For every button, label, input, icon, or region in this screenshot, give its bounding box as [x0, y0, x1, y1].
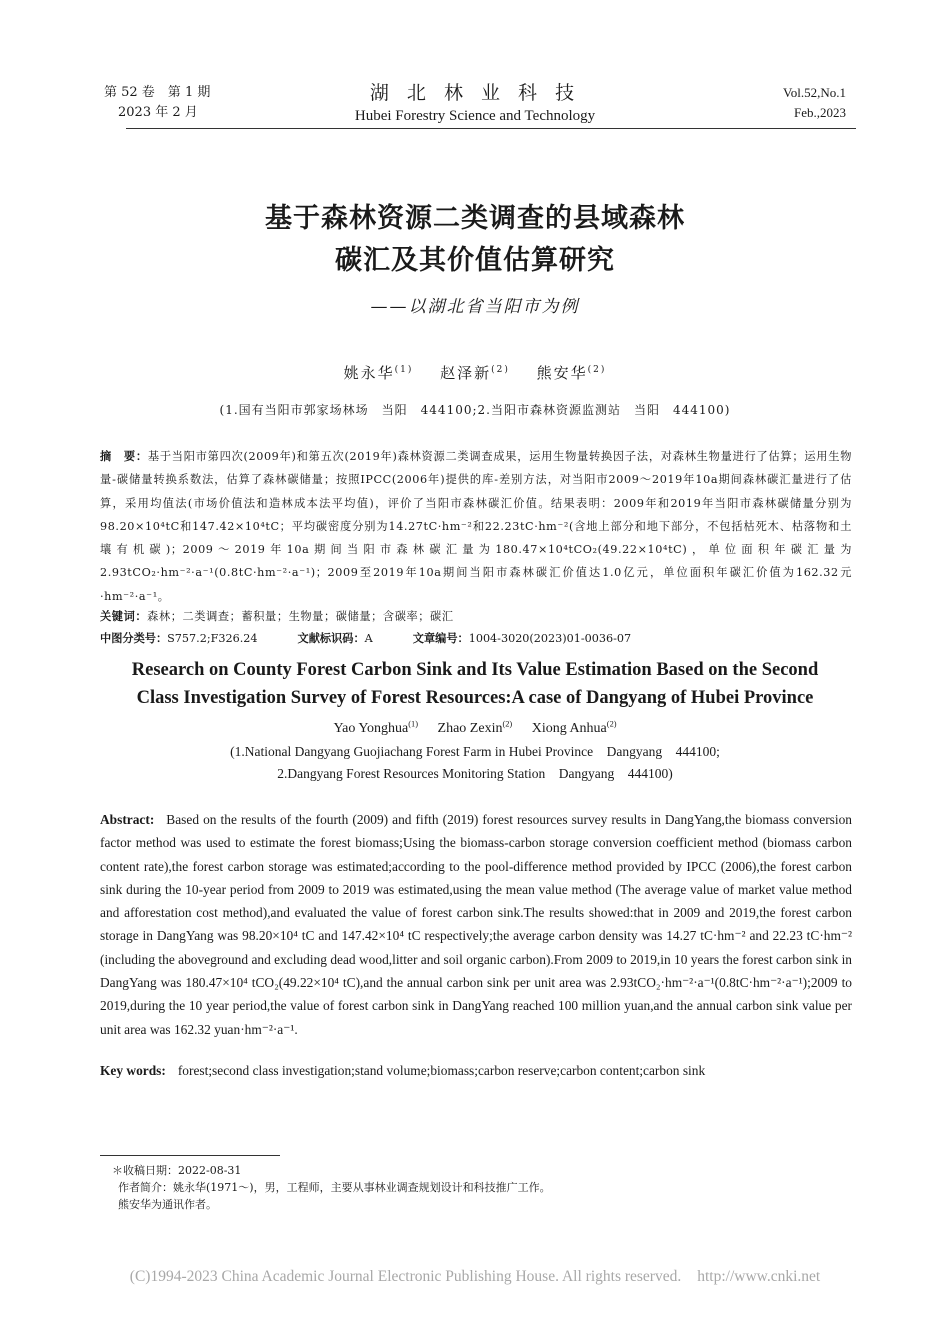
- copyright-line: [0, 1268, 950, 1286]
- author-3: 熊安华$^{(2)}$: [536, 364, 607, 382]
- header-divider: [126, 128, 856, 129]
- author-en-3: Xiong Anhua$^{(2)}$: [531, 719, 617, 736]
- affiliation-cn: (1.国有当阳市郭家场林场 当阳 444100;2.当阳市森林资源监测站 当阳 444100): [219, 403, 731, 417]
- keywords-en-label: Key words:: [100, 1063, 166, 1078]
- abstract-en: [100, 808, 852, 1041]
- author-en-1: Yao Yonghua$^{(1)}$: [333, 719, 419, 736]
- footnote: [112, 1162, 551, 1213]
- title-line-2: 碳汇及其价值估算研究: [335, 245, 615, 276]
- classification-line: [100, 628, 860, 650]
- author-1: 姚永华$^{(1)}$: [343, 364, 414, 382]
- keywords-en-text: forest;second class investigation;stand volume;biomass;carbon reserve;carbon content;carbon sink: [177, 1063, 706, 1078]
- article-no-label: 文章编号：: [412, 632, 469, 645]
- affiliation-en-2: 2.Dangyang Forest Resources Monitoring Station Dangyang 444100): [277, 766, 673, 781]
- footnote-divider: [100, 1155, 280, 1156]
- author-2: 赵泽新$^{(2)}$: [440, 364, 510, 382]
- article-no-value: 1004-3020(2023)01-0036-07: [468, 632, 632, 645]
- abstract-cn: [100, 445, 852, 608]
- clc-label: 中图分类号：: [100, 632, 168, 645]
- date-en: Feb.,2023: [794, 105, 846, 120]
- date-cn: 2023 年 2 月: [118, 105, 198, 120]
- clc-value: S757.2;F326.24: [167, 632, 258, 645]
- journal-name-en: Hubei Forestry Science and Technology: [354, 108, 596, 124]
- abstract-en-text: Based on the results of the fourth (2009) and fifth (2019) forest resources survey results in DangYang,the biomass conversion factor method was used to estimate the forest biomass;Using the biomass-carbon storage conversion coefficient method (biomass carbon content rate),the forest carbon storage was estimated;according to the pool-difference method provided by IPCC (2006),the forest carbon sink during the 10-year period from 2009 to 2019 was estimated,using the mean value method (The average value of market value method and afforestation cost method),and evaluated the value of forest carbon sink.The results showed:that in 2009 and 2019,the forest carbon storage in DangYang was 98.20×10⁴ tC and 147.42×10⁴ tC respectively;the average carbon density was 14.27 tC·hm⁻² and 22.23 tC·hm⁻² (including the aboveground and excluding dead wood,litter and soil organic carbon).From 2009 to 2019,in 10 years the forest carbon sink in DangYang was 180.47×10⁴ tCO₂(49.22×10⁴ tC),and the annual carbon sink per unit area was 2.93tCO₂·hm⁻²·a⁻¹(0.8tC·hm⁻²·a⁻¹);2009 to 2019,during the 10 year period,the value of forest carbon sink in DangYang reached 100 million yuan,and the annual carbon sink value per unit area was 162.32 yuan·hm⁻²·a⁻¹.: [100, 812, 852, 1037]
- cnki-url[interactable]: http://www.cnki.net: [697, 1268, 821, 1285]
- volume-cn: 第 52 卷 第 1 期: [104, 85, 211, 100]
- keywords-cn-text: 森林；二类调查；蓄积量；生物量；碳储量；含碳率；碳汇: [147, 610, 454, 623]
- doc-code-value: A: [364, 632, 373, 645]
- abstract-en-label: Abstract:: [100, 812, 155, 827]
- received-date: ＊收稿日期：2022-08-31: [112, 1164, 242, 1177]
- keywords-cn-label: 关键词：: [100, 610, 148, 623]
- author-en-2: Zhao Zexin$^{(2)}$: [437, 719, 513, 736]
- authors-en: [0, 719, 950, 737]
- affiliation-en-1: (1.National Dangyang Guojiachang Forest Farm in Hubei Province Dangyang 444100;: [230, 744, 720, 759]
- keywords-cn: [100, 606, 852, 628]
- title-en-line-1: Research on County Forest Carbon Sink and Its Value Estimation Based on the Second: [131, 660, 819, 680]
- abstract-cn-text: 基于当阳市第四次(2009年)和第五次(2019年)森林资源二类调查成果，运用生物量转换因子法，对森林生物量进行了估算；运用生物量-碳储量转换系数法，估算了森林碳储量；按照IPCC(2006年)提供的库-差别方法，对当阳市2009～2019年10a期间森林碳汇量进行了估算，采用均值法(市场价值法和造林成本法平均值)，评价了当阳市森林碳汇价值。结果表明：2009年和2019年当阳市森林碳储量分别为98.20×10⁴tC和147.42×10⁴tC；平均碳密度分别为14.27tC·hm⁻²和22.23tC·hm⁻²(含地上部分和地下部分，不包括枯死木、枯落物和土壤有机碳)；2009～2019年10a期间当阳市森林碳汇量为180.47×10⁴tCO₂(49.22×10⁴tC)，单位面积年碳汇量为2.93tCO₂·hm⁻²·a⁻¹(0.8tC·hm⁻²·a⁻¹)；2009至2019年10a期间当阳市森林碳汇价值达1.0亿元，单位面积年碳汇价值为162.32元·hm⁻²·a⁻¹。: [100, 450, 852, 603]
- author-intro: 作者简介：姚永华(1971～)，男，工程师，主要从事林业调查规划设计和科技推广工作。: [118, 1181, 551, 1194]
- title-en-line-2: Class Investigation Survey of Forest Resources:A case of Dangyang of Hubei Province: [136, 688, 814, 708]
- header-right: [783, 83, 846, 123]
- copyright-text: (C)1994-2023 China Academic Journal Electronic Publishing House. All rights reserved.: [129, 1268, 682, 1285]
- subtitle: ——以湖北省当阳市为例: [370, 297, 580, 317]
- doc-code-label: 文献标识码：: [297, 632, 365, 645]
- abstract-cn-label: 摘 要：: [100, 450, 148, 463]
- title-line-1: 基于森林资源二类调查的县域森林: [265, 203, 685, 234]
- authors-cn: [0, 362, 950, 383]
- journal-name-cn: 湖 北 林 业 科 技: [369, 82, 581, 104]
- keywords-en: [100, 1060, 852, 1082]
- volume-en: Vol.52,No.1: [783, 85, 846, 100]
- corresponding-author: 熊安华为通讯作者。: [118, 1198, 217, 1211]
